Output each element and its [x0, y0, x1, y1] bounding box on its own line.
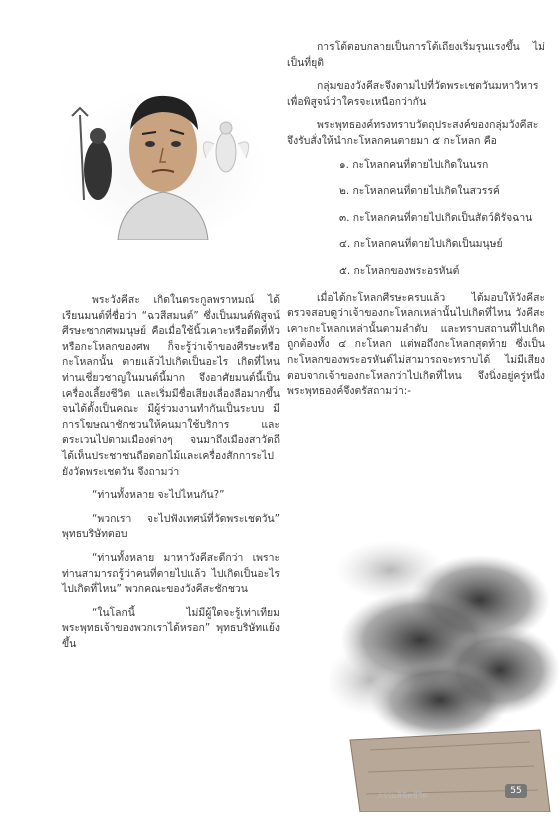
footer-text: กรรมลิขิตชีวิต [378, 791, 428, 800]
left-column [62, 293, 280, 660]
paragraph: พระวังคีสะ เกิดในตระกูลพราหมณ์ ได้เรียนมนต์ที่ชื่อว่า “ฉวสีสมนต์” ซึ่งเป็นมนต์พิสูจน์ศีรษะซากศพมนุษย์ คือเมื่อใช้นิ้วเคาะหรือดีดที่หัวหรือกะโหลกของศพ ก็จะรู้ว่าเจ้าของศีรษะหรือกะโหลกนั้น ตายแล้วไปเกิดเป็นอะไร เกิดที่ไหน ท่านเชี่ยวชาญในมนต์นี้มาก จึงอาศัยมนต์นี้เป็นเครื่องเลี้ยงชีวิต และเริ่มมีชื่อเสียงเลื่องลือมากขึ้น จนได้ตั้งเป็นคณะ มีผู้ร่วมงานทำกันเป็นระบบ มีการโฆษณาชักชวนให้คนมาใช้บริการ และตระเวนไปตามเมืองต่างๆ จนมาถึงเมืองสาวัตถี ได้เห็นประชาชนถือดอกไม้และเครื่องสักการะไปยังวัดพระเชตวัน จึงถามว่า [62, 294, 280, 478]
skull-list-item: ๓. กะโหลกคนที่ตายไปเกิดเป็นสัตว์ดิรัจฉาน [339, 211, 533, 224]
dialogue-paragraph: “ท่านทั้งหลาย จะไปไหนกัน?” [92, 489, 225, 502]
dialogue-paragraph: “พวกเรา จะไปฟังเทศน์ที่วัดพระเชตวัน” พุทธบริษัทตอบ [62, 512, 280, 541]
skull-list-item: ๔. กะโหลกคนที่ตายไปเกิดเป็นมนุษย์ [339, 238, 503, 251]
smoke-illustration [330, 540, 560, 812]
page-number-badge: 55 [505, 784, 527, 798]
paragraph: กลุ่มของวังคีสะจึงตามไปที่วัดพระเชตวันมหาวิหาร เพื่อพิสูจน์ว่าใครจะเหนือกว่ากัน [287, 80, 539, 108]
dialogue-paragraph: “ท่านทั้งหลาย มาหาวังคีสะดีกว่า เพราะท่านสามารถรู้ว่าคนที่ตายไปแล้ว ไปเกิดเป็นอะไร ไปเกิดที่ไหน” พวกคณะของวังคีสะชักชวน [62, 551, 280, 596]
paragraph: พระพุทธองค์ทรงทราบวัตถุประสงค์ของกลุ่มวังคีสะ จึงรับสั่งให้นำกะโหลกคนตายมา ๕ กะโหลก คือ [287, 119, 539, 147]
skull-list-item: ๑. กะโหลกคนที่ตายไปเกิดในนรก [339, 158, 489, 171]
paragraph: เมื่อได้กะโหลกศีรษะครบแล้ว ได้มอบให้วังคีสะตรวจสอบดูว่าเจ้าของกะโหลกเหล่านั้นไปเกิดที่ไหน วังคีสะ เคาะกะโหลกเหล่านั้นตามลำดับ และทราบสถานที่ไปเกิดถูกต้องทั้ง ๔ กะโหลก แต่พอถึงกะโหลกสุดท้าย ซึ่งเป็นกะโหลกของพระอรหันต์ไม่สามารถจะทราบได้ ไม่มีเสียงตอบจากเจ้าของกะโหลกว่าไปเกิดที่ไหน จึงนิ่งอยู่ครู่หนึ่ง พระพุทธองค์จึงตรัสถามว่า:- [287, 291, 545, 398]
right-column [287, 40, 545, 408]
skull-list-item: ๕. กะโหลกของพระอรหันต์ [339, 264, 460, 277]
skull-list-item: ๒. กะโหลกคนที่ตายไปเกิดในสวรรค์ [339, 185, 500, 198]
paragraph: การโต้ตอบกลายเป็นการโต้เถียงเริ่มรุนแรงขึ้น ไม่เป็นที่ยุติ [287, 41, 545, 69]
dialogue-paragraph: “ในโลกนี้ ไม่มีผู้ใดจะรู้เท่าเทียมพระพุทธเจ้าของพวกเราได้หรอก” พุทธบริษัทแย้งขึ้น [62, 606, 280, 650]
illustration-conscience [58, 60, 268, 240]
